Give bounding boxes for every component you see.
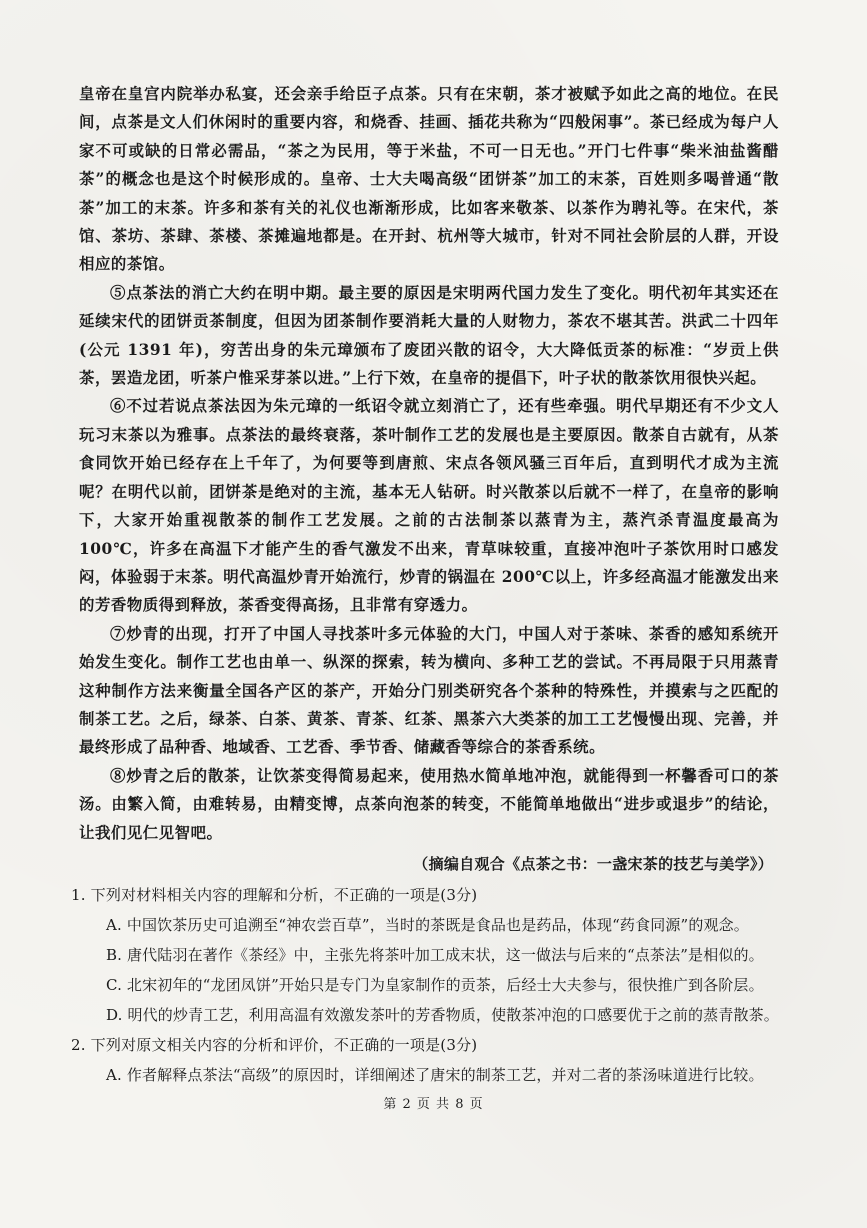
- page-content: [71, 80, 779, 1090]
- passage-paragraph-7: ⑦炒青的出现，打开了中国人寻找茶叶多元体验的大门，中国人对于茶味、茶香的感知系统开始发生变化。制作工艺也由单一、纵深的探索，转为横向、多种工艺的尝试。不再局限于只用蒸青这种制作方法来衡量全国各产区的茶产，开始分门别类研究各个茶种的特殊性，并摸索与之匹配的制茶工艺。之后，绿茶、白茶、黄茶、青茶、红茶、黑茶六大类茶的加工工艺慢慢出现、完善，并最终形成了品种香、地域香、工艺香、季节香、储藏香等综合的茶香系统。: [79, 624, 779, 757]
- question-1: [71, 880, 779, 1030]
- question-1-option-b: B. 唐代陆羽在著作《茶经》中，主张先将茶叶加工成末状，这一做法与后来的“点茶法”是相似的。: [106, 945, 764, 964]
- question-2: [71, 1030, 779, 1090]
- question-2-stem: 2. 下列对原文相关内容的分析和评价，不正确的一项是(3分): [71, 1035, 478, 1054]
- question-1-option-c: C. 北宋初年的“龙团凤饼”开始只是专门为皇家制作的贡茶，后经士大夫参与，很快推广到各阶层。: [106, 975, 764, 994]
- passage-paragraph-8: ⑧炒青之后的散茶，让饮茶变得简易起来，使用热水简单地冲泡，就能得到一杯馨香可口的茶汤。由繁入简，由难转易，由精变博，点茶向泡茶的转变，不能简单地做出“进步或退步”的结论，让我们见仁见智吧。: [79, 766, 779, 842]
- passage-source: （摘编自观合《点茶之书：一盏宋茶的技艺与美学》）: [413, 854, 773, 873]
- question-1-option-a: A. 中国饮茶历史可追溯至“神农尝百草”，当时的茶既是食品也是药品，体现“药食同源”的观念。: [106, 915, 749, 934]
- passage-paragraph-5: ⑤点茶法的消亡大约在明中期。最主要的原因是宋明两代国力发生了变化。明代初年其实还在延续宋代的团饼贡茶制度，但因为团茶制作要消耗大量的人财物力，茶农不堪其苦。洪武二十四年(公元 1391 年)，穷苦出身的朱元璋颁布了废团兴散的诏令，大大降低贡茶的标准：“岁贡上供茶，罢造龙团，听茶户惟采芽茶以进。”上行下效，在皇帝的提倡下，叶子状的散茶饮用很快兴起。: [79, 283, 779, 388]
- passage-paragraph-continued: 皇帝在皇宫内院举办私宴，还会亲手给臣子点茶。只有在宋朝，茶才被赋予如此之高的地位。在民间，点茶是文人们休闲时的重要内容，和烧香、挂画、插花共称为“四般闲事”。茶已经成为每户人家不可或缺的日常必需品，“茶之为民用，等于米盐，不可一日无也。”开门七件事“柴米油盐酱醋茶”的概念也是这个时候形成的。皇帝、士大夫喝高级“团饼茶”加工的末茶，百姓则多喝普通“散茶”加工的末茶。许多和茶有关的礼仪也渐渐形成，比如客来敬茶、以茶作为聘礼等。在宋代，茶馆、茶坊、茶肆、茶楼、茶摊遍地都是。在开封、杭州等大城市，针对不同社会阶层的人群，开设相应的茶馆。: [79, 85, 779, 274]
- page-number: 第 2 页 共 8 页: [383, 1097, 484, 1112]
- question-2-option-a: A. 作者解释点茶法“高级”的原因时，详细阐述了唐宋的制茶工艺，并对二者的茶汤味道进行比较。: [106, 1065, 764, 1084]
- passage-paragraph-6: ⑥不过若说点茶法因为朱元璋的一纸诏令就立刻消亡了，还有些牵强。明代早期还有不少文人玩习末茶以为雅事。点茶法的最终衰落，茶叶制作工艺的发展也是主要原因。散茶自古就有，从茶食同饮开始已经存在上千年了，为何要等到唐煎、宋点各领风骚三百年后，直到明代才成为主流呢？在明代以前，团饼茶是绝对的主流，基本无人钻研。时兴散茶以后就不一样了，在皇帝的影响下，大家开始重视散茶的制作工艺发展。之前的古法制茶以蒸青为主，蒸汽杀青温度最高为 100℃，许多在高温下才能产生的香气激发不出来，青草味较重，直接冲泡叶子茶饮用时口感发闷，体验弱于末茶。明代高温炒青开始流行，炒青的锅温在 200℃以上，许多经高温才能激发出来的芳香物质得到释放，茶香变得高扬，且非常有穿透力。: [79, 397, 779, 615]
- question-1-stem: 1. 下列对材料相关内容的理解和分析，不正确的一项是(3分): [71, 885, 478, 904]
- question-1-option-d: D. 明代的炒青工艺，利用高温有效激发茶叶的芳香物质，使散茶冲泡的口感要优于之前的蒸青散茶。: [106, 1005, 779, 1024]
